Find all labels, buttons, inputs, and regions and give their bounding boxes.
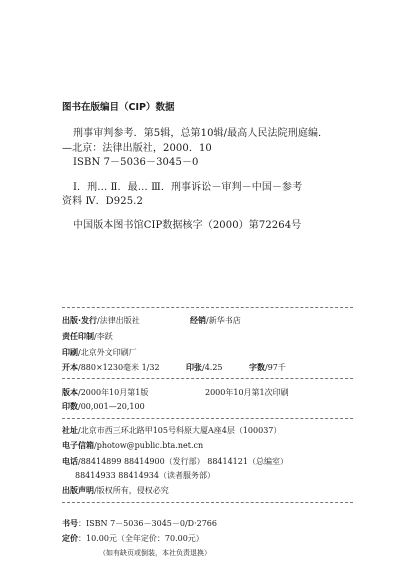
word-count-row: 字数/97千 bbox=[249, 363, 286, 372]
publisher-row: 出版·发行/法律出版社 bbox=[62, 316, 140, 325]
phone-row: 电话/88414899 88414900（发行部） 88414121（总编室） bbox=[62, 457, 288, 466]
price-label: 定价 bbox=[62, 534, 78, 543]
notice-row: 出版声明/版权所有，侵权必究 bbox=[62, 486, 169, 495]
email-row: 电子信箱/photow@public.bta.net.cn bbox=[62, 441, 204, 450]
email-label: 电子信箱 bbox=[62, 441, 94, 450]
format-value: 880×1230毫米 1/32 bbox=[80, 363, 160, 372]
edition-row: 版本/2000年10月第1版 bbox=[62, 388, 149, 397]
return-footnote: （如有缺页或倒装，本社负责退换） bbox=[99, 549, 211, 557]
phone-line-1: 88414899 88414900（发行部） 88414121（总编室） bbox=[80, 457, 288, 466]
format-label: 开本 bbox=[62, 363, 78, 372]
edition-label: 版本 bbox=[62, 388, 78, 397]
printer-row: 印刷/北京外文印刷厂 bbox=[62, 348, 137, 357]
address-value: 北京市西三环北路甲105号科原大厦A座4层（100037） bbox=[80, 426, 282, 435]
address-row: 社址/北京市西三环北路甲105号科原大厦A座4层（100037） bbox=[62, 426, 282, 435]
cip-line-isbn: ISBN 7－5036－3045－0 bbox=[73, 157, 199, 168]
price-value: 10.00元（全年定价：70.00元） bbox=[86, 534, 204, 543]
distributor-label: 经销 bbox=[190, 316, 206, 325]
print-run-value: 00,001—20,100 bbox=[80, 402, 145, 411]
price-row: 定价：10.00元（全年定价：70.00元） bbox=[62, 534, 204, 543]
cip-line-record-number: 中国版本图书馆CIP数据核字（2000）第72264号 bbox=[73, 220, 302, 231]
isbn-value: ISBN 7－5036－3045－0/D·2766 bbox=[86, 519, 217, 528]
isbn-label: 书号 bbox=[62, 519, 78, 528]
word-count-label: 字数 bbox=[249, 363, 265, 372]
isbn-row: 书号：ISBN 7－5036－3045－0/D·2766 bbox=[62, 519, 217, 528]
printer-value: 北京外文印刷厂 bbox=[80, 348, 137, 357]
production-editor-label: 责任印制 bbox=[62, 332, 94, 341]
divider bbox=[62, 502, 353, 503]
format-row: 开本/880×1230毫米 1/32 bbox=[62, 363, 160, 372]
word-count-value: 97千 bbox=[267, 363, 286, 372]
email-value: photow@public.bta.net.cn bbox=[96, 441, 204, 450]
divider bbox=[62, 378, 353, 379]
cip-line-classification: 资料 Ⅳ．D925.2 bbox=[62, 196, 143, 207]
sheets-value: 4.25 bbox=[204, 363, 223, 372]
print-run-row: 印数/00,001—20,100 bbox=[62, 402, 145, 411]
divider bbox=[62, 418, 353, 419]
cip-line-imprint: —北京：法律出版社，2000．10 bbox=[62, 143, 212, 154]
address-label: 社址 bbox=[62, 426, 78, 435]
cip-line-subjects: Ⅰ．刑… Ⅱ．最… Ⅲ．刑事诉讼－审判－中国－参考 bbox=[73, 182, 303, 193]
phone-line-2: 88414933 88414934（读者服务部） bbox=[75, 471, 215, 480]
print-run-label: 印数 bbox=[62, 402, 78, 411]
cip-heading: 图书在版编目（CIP）数据 bbox=[62, 102, 175, 113]
divider bbox=[62, 307, 353, 308]
print-date: 2000年10月第1次印刷 bbox=[205, 388, 289, 397]
printer-label: 印刷 bbox=[62, 348, 78, 357]
production-editor-row: 责任印制/李跃 bbox=[62, 332, 113, 341]
production-editor-value: 李跃 bbox=[96, 332, 113, 341]
publisher-label: 出版·发行 bbox=[62, 316, 98, 325]
edition-value: 2000年10月第1版 bbox=[80, 388, 149, 397]
notice-label: 出版声明 bbox=[62, 486, 94, 495]
phone-label: 电话 bbox=[62, 457, 78, 466]
distributor-row: 经销/新华书店 bbox=[190, 316, 241, 325]
notice-value: 版权所有，侵权必究 bbox=[96, 486, 169, 495]
publisher-value: 法律出版社 bbox=[99, 316, 140, 325]
cip-line-title: 刑事审判参考．第5辑，总第10辑/最高人民法院刑庭编． bbox=[73, 128, 329, 139]
sheets-label: 印张 bbox=[186, 363, 202, 372]
distributor-value: 新华书店 bbox=[208, 316, 241, 325]
sheets-row: 印张/4.25 bbox=[186, 363, 223, 372]
